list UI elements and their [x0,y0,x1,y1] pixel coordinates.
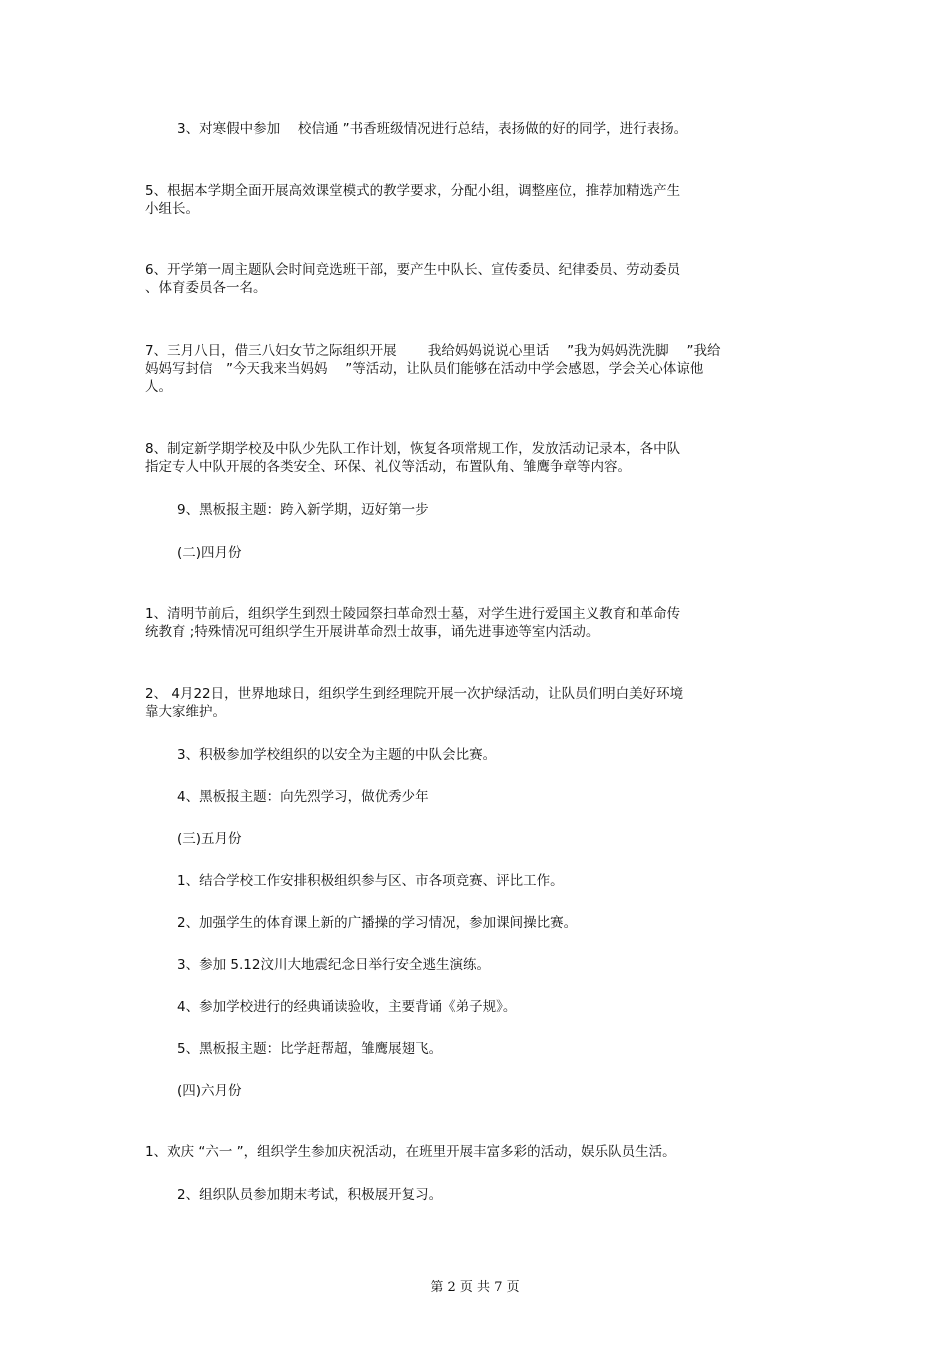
paragraph-line: 1、结合学校工作安排积极组织参与区、市各项竞赛、评比工作。 [177,873,564,889]
paragraph-line: 人。 [145,379,172,395]
paragraph-line: 7、三月八日，借三八妇女节之际组织开展 我给妈妈说说心里话 ”我为妈妈洗洗脚 ”我给 [145,343,721,359]
paragraph-line: 1、清明节前后，组织学生到烈士陵园祭扫革命烈士墓，对学生进行爱国主义教育和革命传 [145,606,681,622]
paragraph-line: 、体育委员各一名。 [145,280,267,296]
paragraph-line: 6、开学第一周主题队会时间竞选班干部，要产生中队长、宣传委员、纪律委员、劳动委员 [145,262,681,278]
paragraph-line: 2、组织队员参加期末考试，积极展开复习。 [177,1187,443,1203]
paragraph-line: 2、 4月22日，世界地球日，组织学生到经理院开展一次护绿活动，让队员们明白美好环境 [145,686,684,702]
section-heading: (三)五月份 [177,831,242,847]
section-heading: (四)六月份 [177,1083,242,1099]
paragraph-line: 2、加强学生的体育课上新的广播操的学习情况，参加课间操比赛。 [177,915,578,931]
paragraph-line: 靠大家维护。 [145,704,226,720]
paragraph-line: 统教育 ;特殊情况可组织学生开展讲革命烈士故事，诵先进事迹等室内活动。 [145,624,600,640]
paragraph-line: 5、黑板报主题：比学赶帮超，雏鹰展翅飞。 [177,1041,443,1057]
paragraph-line: 1、欢庆 “六一 ”，组织学生参加庆祝活动，在班里开展丰富多彩的活动，娱乐队员生活。 [145,1144,676,1160]
paragraph-line: 8、制定新学期学校及中队少先队工作计划，恢复各项常规工作，发放活动记录本，各中队 [145,441,681,457]
page-footer: 第 2 页 共 7 页 [430,1280,520,1295]
paragraph-line: 9、黑板报主题：跨入新学期，迈好第一步 [177,502,429,518]
section-heading: (二)四月份 [177,545,242,561]
paragraph-line: 4、黑板报主题：向先烈学习，做优秀少年 [177,789,429,805]
paragraph-line: 3、对寒假中参加 校信通 ”书香班级情况进行总结，表扬做的好的同学，进行表扬。 [177,121,688,137]
paragraph-line: 3、参加 5.12汶川大地震纪念日举行安全逃生演练。 [177,957,490,973]
paragraph-line: 4、参加学校进行的经典诵读验收，主要背诵《弟子规》。 [177,999,517,1015]
paragraph-line: 5、根据本学期全面开展高效课堂模式的教学要求，分配小组，调整座位，推荐加精选产生 [145,183,681,199]
paragraph-line: 妈妈写封信 ”今天我来当妈妈 ”等活动，让队员们能够在活动中学会感恩，学会关心体谅他 [145,361,704,377]
paragraph-line: 3、积极参加学校组织的以安全为主题的中队会比赛。 [177,747,497,763]
paragraph-line: 指定专人中队开展的各类安全、环保、礼仪等活动，布置队角、雏鹰争章等内容。 [145,459,631,475]
paragraph-line: 小组长。 [145,201,199,217]
